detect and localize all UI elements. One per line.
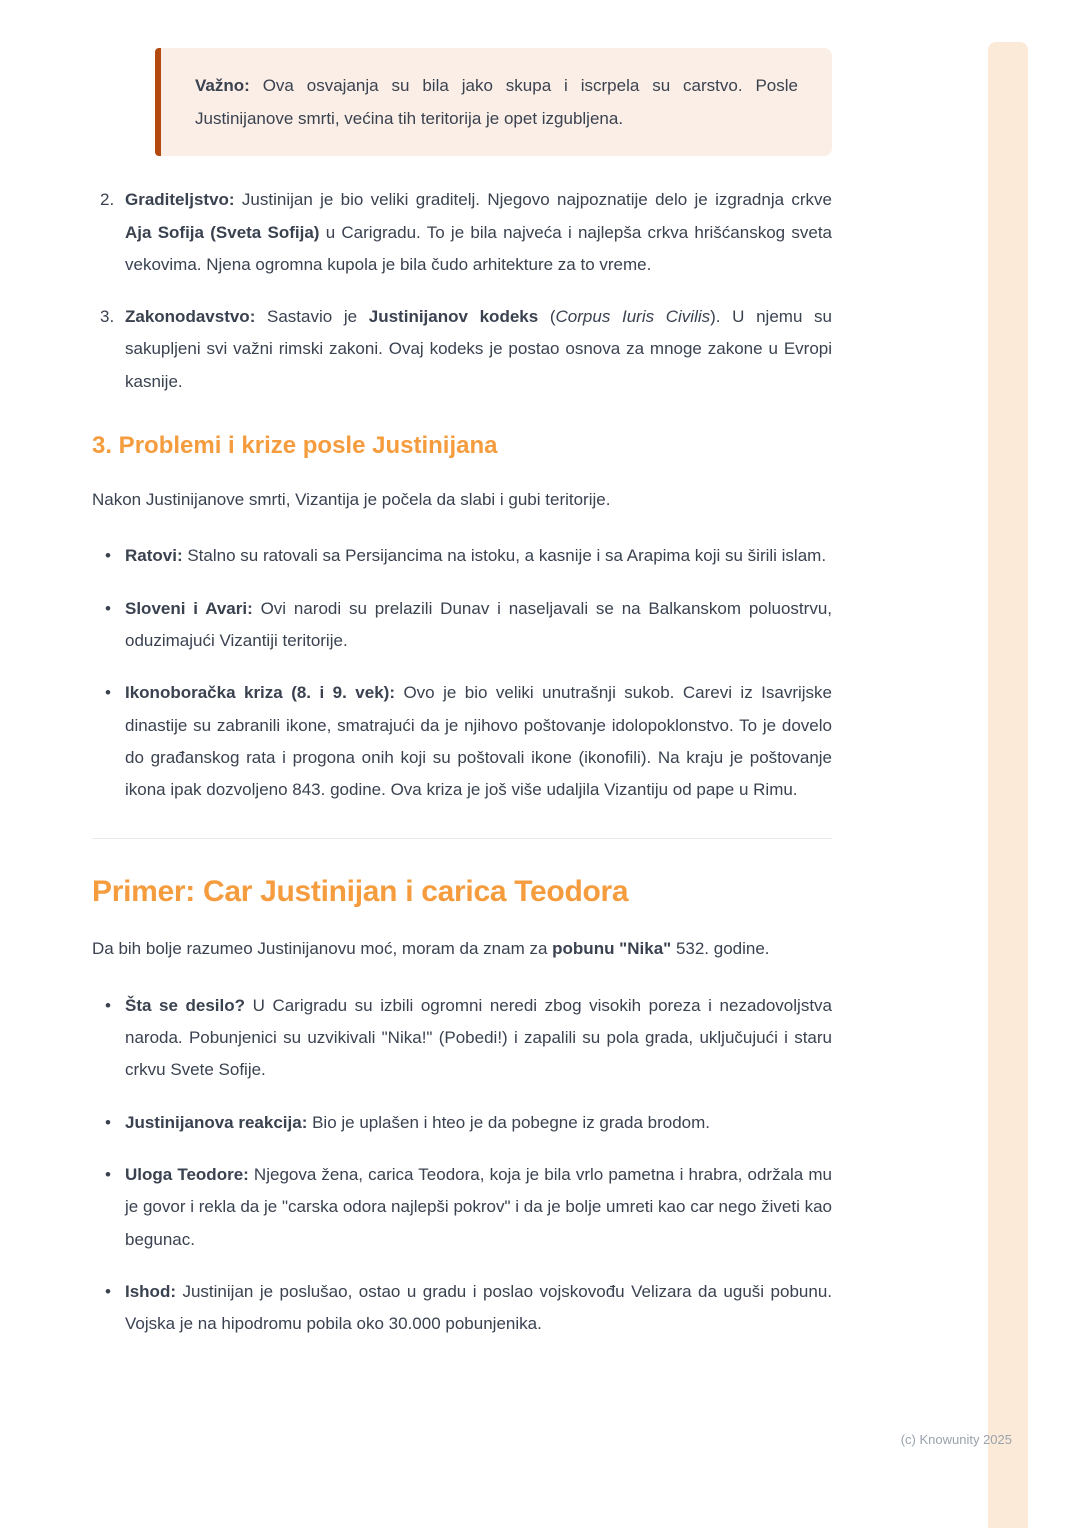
- text-segment: Njegova žena, carica Teodora, koja je bila vrlo pametna i hrabra, održala mu je govor i rekla da je "carska odora najlepši pokrov" i da je bolje umreti kao car nego živeti kao begunac.: [125, 1164, 832, 1249]
- list-item-text: [125, 184, 832, 281]
- text-segment: (: [538, 307, 556, 327]
- text-segment: Ova osvajanja su bila jako skupa i iscrpela su carstvo. Posle Justinijanove smrti, većina tih teritorija je opet izgubljena.: [195, 76, 798, 129]
- list-item-sta-se-desilo: [92, 990, 832, 1087]
- list-item-number: 2.: [100, 190, 115, 210]
- text-segment: Ovi narodi su prelazili Dunav i naseljavali se na Balkanskom poluostrvu, oduzimajući Vizantiji teritorije.: [125, 598, 832, 650]
- list-item-text: [125, 990, 832, 1087]
- text-segment-bold: Sloveni i Avari:: [125, 598, 253, 618]
- bullet-list-primer: [92, 990, 832, 1341]
- text-segment-bold: Šta se desilo?: [125, 995, 246, 1015]
- footer-credit: (c) Knowunity 2025: [900, 1432, 1012, 1447]
- list-item-text: [125, 1159, 832, 1256]
- text-segment-bold: Ratovi:: [125, 546, 183, 566]
- list-item-sloveni-avari: [92, 593, 832, 658]
- list-item-number: 3.: [100, 307, 115, 327]
- text-segment-bold: Justinijanova reakcija:: [125, 1112, 308, 1132]
- text-segment-italic: Corpus Iuris Civilis: [555, 307, 711, 327]
- text-segment: U Carigradu su izbili ogromni neredi zbog visokih poreza i nezadovoljstva naroda. Pobunjenici su uzvikivali "Nika!" (Pobedi!) i zapalili su pola grada, uključujući i staru crkvu Svete Sofije.: [125, 995, 832, 1080]
- list-item-text: [125, 677, 832, 806]
- bullet-icon: •: [105, 683, 111, 703]
- list-item-text: [125, 1107, 832, 1139]
- section-intro: Nakon Justinijanove smrti, Vizantija je počela da slabi i gubi teritorije.: [92, 490, 611, 510]
- bullet-icon: •: [105, 1164, 111, 1184]
- section-heading-problemi: 3. Problemi i krize posle Justinijana: [92, 432, 498, 460]
- example-heading: Primer: Car Justinijan i carica Teodora: [92, 875, 629, 909]
- example-intro: [92, 933, 832, 965]
- text-segment-bold: Uloga Teodore:: [125, 1164, 249, 1184]
- callout-label: Važno:: [195, 76, 250, 95]
- important-callout: [155, 48, 832, 156]
- text-segment-bold: Aja Sofija (Sveta Sofija): [125, 222, 320, 242]
- text-segment-bold: Ikonoboračka kriza (8. i 9. vek):: [125, 683, 395, 703]
- bullet-list-problemi: [92, 540, 832, 806]
- text-segment-bold: Zakonodavstvo:: [125, 307, 256, 327]
- document-content: [92, 0, 832, 1360]
- bullet-icon: •: [105, 546, 111, 566]
- text-segment-bold: Justinijanov kodeks: [368, 307, 539, 327]
- text-segment: Justinijan je poslušao, ostao u gradu i poslao vojskovođu Velizara da uguši pobunu. Vojska je na hipodromu pobila oko 30.000 pobunjenika.: [125, 1281, 832, 1334]
- numbered-list: [92, 184, 832, 398]
- text-segment: Ovo je bio veliki unutrašnji sukob. Carevi iz Isavrijske dinastije su zabranili ikone, smatrajući da je njihovo poštovanje idolopoklonstvo. To je dovelo do građanskog rata i progona onih koji su poštovali ikone (ikonofili). Na kraju je poštovanje ikona ipak dozvoljeno 843. godine. Ova kriza je još više udaljila Vizantiju od pape u Rimu.: [125, 683, 832, 800]
- text-segment: 532. godine.: [671, 939, 770, 959]
- text-segment-bold: pobunu "Nika": [552, 939, 672, 959]
- text-segment: Bio je uplašen i hteo je da pobegne iz grada brodom.: [307, 1112, 710, 1132]
- text-segment-bold: Graditeljstvo:: [125, 190, 235, 210]
- callout-text: [195, 69, 798, 135]
- text-segment: ). U njemu su sakupljeni svi važni rimski zakoni. Ovaj kodeks je postao osnova za mnoge zakone u Evropi kasnije.: [125, 307, 833, 391]
- list-item-text: [125, 540, 832, 572]
- list-item-ishod: [92, 1276, 832, 1341]
- bullet-icon: •: [105, 995, 111, 1015]
- bullet-icon: •: [105, 1281, 111, 1301]
- list-item-justinijanova-reakcija: [92, 1107, 832, 1139]
- text-segment: u Carigradu. To je bila najveća i najlepša crkva hrišćanskog sveta vekovima. Njena ogromna kupola je bila čudo arhitekture za to vreme.: [125, 222, 832, 274]
- text-segment-bold: Ishod:: [125, 1281, 176, 1301]
- text-segment: Stalno su ratovali sa Persijancima na istoku, a kasnije i sa Arapima koji su širili islam.: [182, 546, 827, 566]
- bullet-icon: •: [105, 1112, 111, 1132]
- list-item-ikonoboracka-kriza: [92, 677, 832, 806]
- page-edge-strip: [988, 42, 1028, 1528]
- list-item-graditeljstvo: [92, 184, 832, 281]
- list-item-text: [125, 301, 832, 398]
- text-segment: Da bih bolje razumeo Justinijanovu moć, moram da znam za: [92, 939, 553, 959]
- list-item-zakonodavstvo: [92, 301, 832, 398]
- bullet-icon: •: [105, 598, 111, 618]
- list-item-text: [125, 593, 832, 658]
- text-segment: Justinijan je bio veliki graditelj. Njegovo najpoznatije delo je izgradnja crkve: [234, 190, 832, 210]
- text-segment: Sastavio je: [255, 307, 369, 327]
- section-divider: [92, 838, 832, 839]
- list-item-uloga-teodore: [92, 1159, 832, 1256]
- list-item-text: [125, 1276, 832, 1341]
- list-item-ratovi: [92, 540, 832, 572]
